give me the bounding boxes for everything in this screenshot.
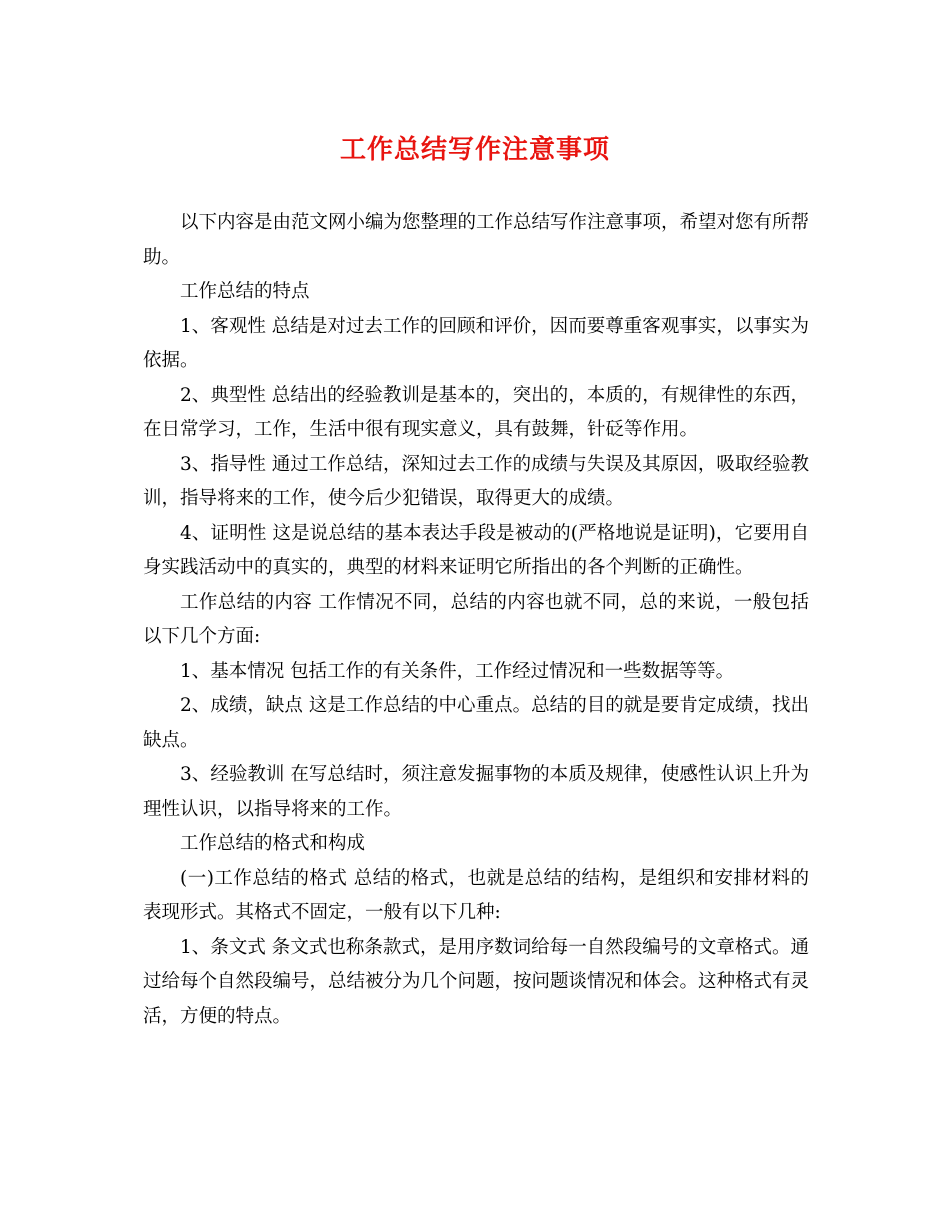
section-heading-format: 工作总结的格式和构成	[180, 833, 366, 854]
page-title: 工作总结写作注意事项	[339, 135, 610, 165]
paragraph-feature-guiding: 3、指导性 通过工作总结，深知过去工作的成绩与失误及其原因，吸取经验教训，指导将来的工作，使今后少犯错误，取得更大的成绩。	[143, 453, 809, 509]
paragraph-content-intro: 工作总结的内容 工作情况不同，总结的内容也就不同，总的来说，一般包括以下几个方面:	[143, 591, 809, 647]
paragraph-content-achievements: 2、成绩，缺点 这是工作总结的中心重点。总结的目的就是要肯定成绩，找出缺点。	[143, 695, 809, 751]
paragraph-feature-proof: 4、证明性 这是说总结的基本表达手段是被动的(严格地说是证明)，它要用自身实践活动中的真实的，典型的材料来证明它所指出的各个判断的正确性。	[143, 522, 809, 578]
paragraph-content-lessons: 3、经验教训 在写总结时，须注意发掘事物的本质及规律，使感性认识上升为理性认识，以指导将来的工作。	[143, 764, 809, 820]
section-heading-features: 工作总结的特点	[180, 281, 310, 302]
paragraph-feature-objective: 1、客观性 总结是对过去工作的回顾和评价，因而要尊重客观事实，以事实为依据。	[143, 315, 809, 371]
paragraph-format-itemized: 1、条文式 条文式也称条款式，是用序数词给每一自然段编号的文章格式。通过给每个自然段编号，总结被分为几个问题，按问题谈情况和体会。这种格式有灵活，方便的特点。	[143, 936, 810, 1027]
paragraph-feature-typical: 2、典型性 总结出的经验教训是基本的，突出的，本质的，有规律性的东西，在日常学习，工作，生活中很有现实意义，具有鼓舞，针砭等作用。	[143, 384, 809, 440]
paragraph-intro: 以下内容是由范文网小编为您整理的工作总结写作注意事项，希望对您有所帮助。	[143, 212, 810, 268]
paragraph-content-basic: 1、基本情况 包括工作的有关条件，工作经过情况和一些数据等等。	[180, 660, 735, 682]
document-body	[143, 206, 809, 1034]
paragraph-format-intro: (一)工作总结的格式 总结的格式，也就是总结的结构，是组织和安排材料的表现形式。其格式不固定，一般有以下几种:	[143, 867, 809, 923]
